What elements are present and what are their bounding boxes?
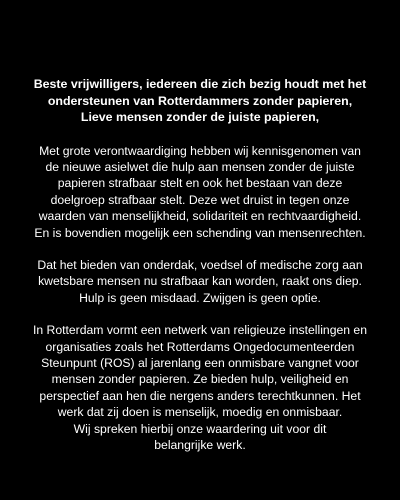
letter-paragraph-3: In Rotterdam vormt een netwerk van religieuze instellingen en organisaties zoals het Rotterdams Ongedocumenteerden Steunpunt (ROS) al jarenlang een onmisbare vangnet voor mensen zonder papieren. Ze bieden hulp, veiligheid en perspectief aan hen die nergens anders terechtkunnen. Het werk dat zij doen is menselijk, moedig en onmisbaar. Wij spreken hierbij onze waardering uit voor dit belangrijke werk.	[33, 323, 367, 452]
letter-paragraph-2: Dat het bieden van onderdak, voedsel of medische zorg aan kwetsbare mensen nu strafbaar kan worden, raakt ons diep. Hulp is geen misdaad. Zwijgen is geen optie.	[37, 257, 363, 305]
letter-paragraph-1: Met grote verontwaardiging hebben wij kennisgenomen van de nieuwe asielwet die hulp aan mensen zonder de juiste papieren strafbaar stelt en ook het bestaan van deze doelgroep strafbaar stelt. Deze wet druist in tegen onze waarden van menselijkheid, solidariteit en rechtvaardigheid. En is bovendien mogelijk een schending van mensenrechten.	[34, 143, 366, 240]
letter-greeting: Beste vrijwilligers, iedereen die zich bezig houdt met het ondersteunen van Rotterdammers zonder papieren, Lieve mensen zonder de juiste papieren,	[33, 77, 367, 124]
letter-text	[24, 76, 376, 469]
